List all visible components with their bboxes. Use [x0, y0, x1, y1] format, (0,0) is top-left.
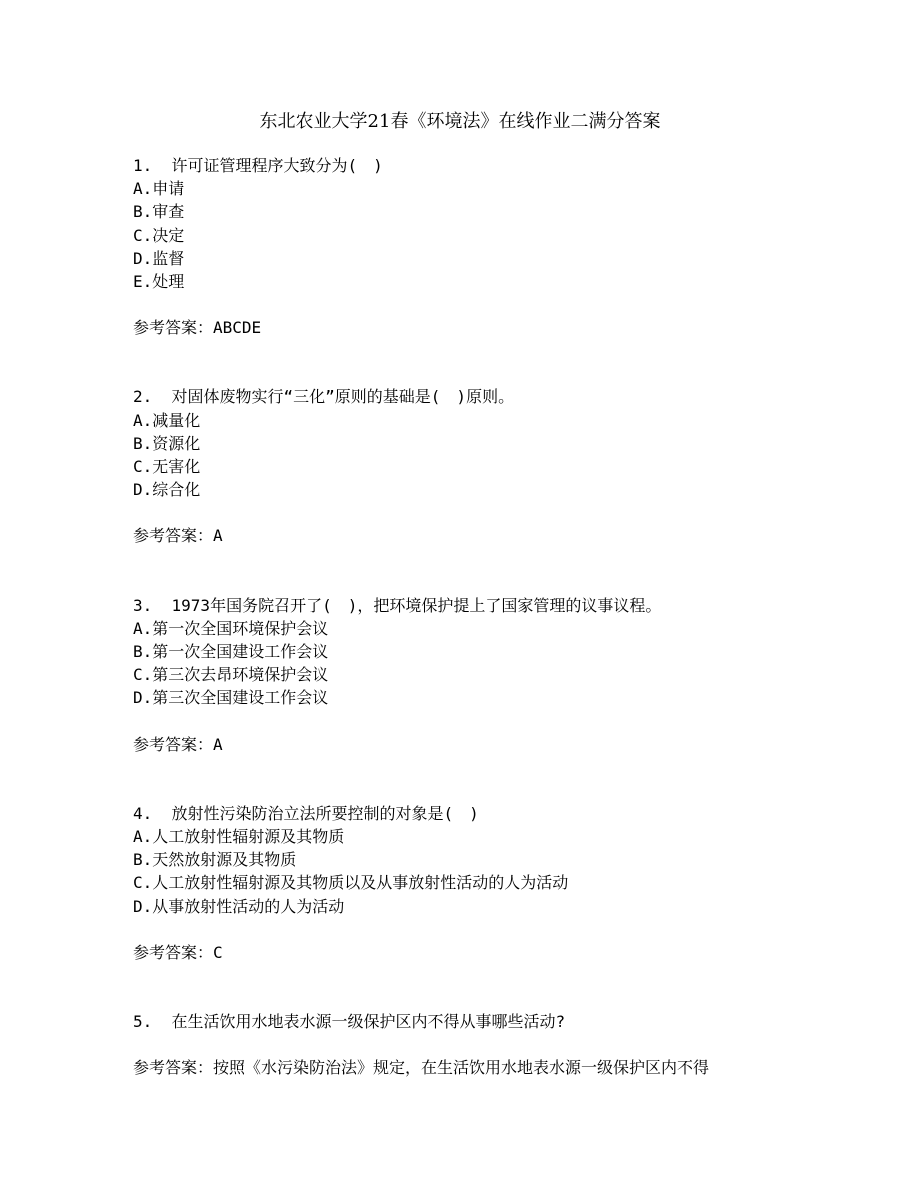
- answer-line: [133, 524, 833, 547]
- option-b: B.资源化: [133, 433, 201, 453]
- option-list: [133, 409, 833, 502]
- document-title: 东北农业大学21春《环境法》在线作业二满分答案: [259, 111, 661, 132]
- question-stem: [133, 154, 833, 177]
- option-a: A.人工放射性辐射源及其物质: [133, 827, 345, 847]
- question-stem: [133, 802, 833, 825]
- question-number: 2.: [133, 387, 153, 407]
- spacer: [133, 964, 833, 1010]
- option-list: [133, 617, 833, 710]
- option-d: D.综合化: [133, 480, 201, 500]
- question-1: [133, 154, 833, 339]
- spacer: [133, 339, 833, 385]
- option-d: D.从事放射性活动的人为活动: [133, 896, 345, 916]
- question-number: 1.: [133, 156, 153, 175]
- question-2: [133, 385, 833, 547]
- question-stem: [133, 594, 833, 617]
- answer-value: A: [213, 734, 223, 754]
- spacer: [133, 756, 833, 802]
- option-e: E.处理: [133, 272, 185, 292]
- question-number: 4.: [133, 803, 153, 823]
- question-stem: [133, 1010, 833, 1033]
- answer-value: A: [213, 526, 223, 546]
- question-number: 5.: [133, 1012, 153, 1032]
- question-text: 许可证管理程序大致分为( ): [171, 156, 383, 175]
- option-b: B.天然放射源及其物质: [133, 850, 297, 870]
- answer-label: 参考答案：: [133, 318, 214, 338]
- answer-label: 参考答案：: [133, 526, 214, 546]
- option-list: [133, 177, 833, 293]
- option-b: B.第一次全国建设工作会议: [133, 642, 329, 662]
- question-text: 在生活饮用水地表水源一级保护区内不得从事哪些活动?: [171, 1012, 566, 1032]
- question-4: [133, 802, 833, 964]
- option-a: A.第一次全国环境保护会议: [133, 618, 329, 638]
- answer-line: [133, 733, 833, 756]
- answer-label: 参考答案：: [133, 734, 214, 754]
- spacer: [133, 548, 833, 594]
- question-text: 对固体废物实行“三化”原则的基础是( )原则。: [171, 387, 515, 407]
- option-c: C.人工放射性辐射源及其物质以及从事放射性活动的人为活动: [133, 873, 569, 893]
- option-b: B.审查: [133, 202, 185, 222]
- question-number: 3.: [133, 595, 153, 615]
- answer-line: [133, 941, 833, 964]
- option-c: C.无害化: [133, 457, 201, 477]
- answer-label: 参考答案：: [133, 1058, 214, 1078]
- question-text: 1973年国务院召开了( )，把环境保护提上了国家管理的议事议程。: [171, 595, 662, 615]
- answer-value: ABCDE: [213, 318, 262, 338]
- question-list: [133, 154, 833, 1079]
- answer-line: [133, 1056, 833, 1079]
- option-a: A.申请: [133, 179, 185, 199]
- option-a: A.减量化: [133, 410, 201, 430]
- question-text: 放射性污染防治立法所要控制的对象是( ): [171, 803, 479, 823]
- question-3: [133, 594, 833, 756]
- option-c: C.第三次去昂环境保护会议: [133, 665, 329, 685]
- option-d: D.第三次全国建设工作会议: [133, 688, 329, 708]
- answer-line: [133, 316, 833, 339]
- option-list: [133, 825, 833, 918]
- answer-label: 参考答案：: [133, 942, 214, 962]
- option-c: C.决定: [133, 225, 185, 245]
- answer-value: 按照《水污染防治法》规定，在生活饮用水地表水源一级保护区内不得: [213, 1058, 710, 1078]
- answer-value: C: [213, 942, 223, 962]
- option-d: D.监督: [133, 248, 185, 268]
- question-stem: [133, 385, 833, 408]
- question-5: [133, 1010, 833, 1079]
